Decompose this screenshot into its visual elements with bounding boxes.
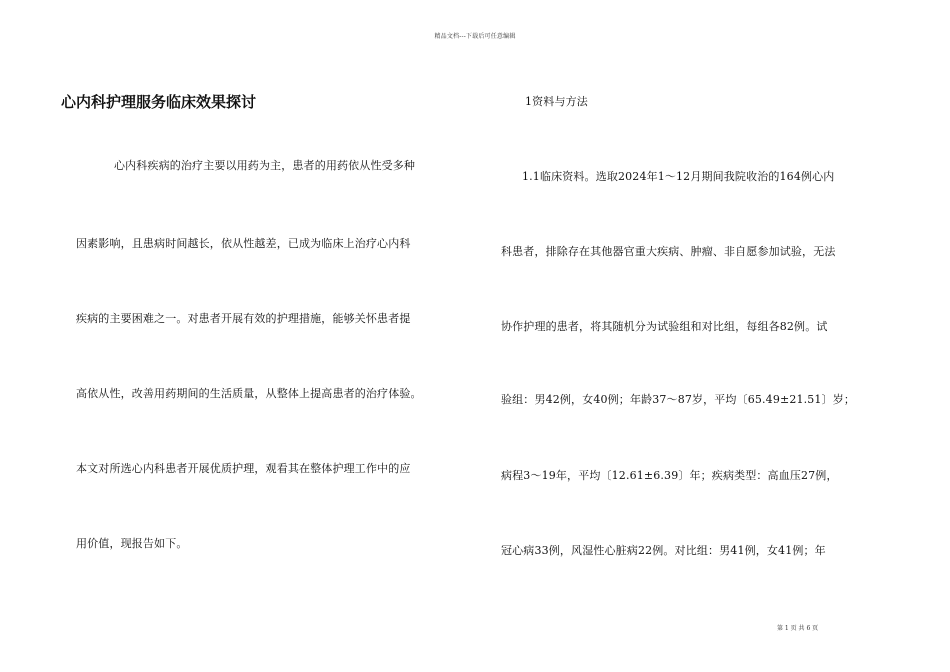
right-paragraph-line: 协作护理的患者，将其随机分为试验组和对比组，每组各82例。试 bbox=[501, 320, 828, 333]
left-paragraph-line: 本文对所选心内科患者开展优质护理，观看其在整体护理工作中的应 bbox=[76, 462, 411, 475]
section-heading: 1资料与方法 bbox=[525, 95, 588, 108]
left-paragraph-line: 高依从性，改善用药期间的生活质量，从整体上提高患者的治疗体验。 bbox=[76, 387, 422, 400]
page-number: 第 1 页 共 6 页 bbox=[777, 625, 819, 632]
left-paragraph-line: 因素影响，且患病时间越长，依从性越差，已成为临床上治疗心内科 bbox=[76, 237, 411, 250]
left-paragraph-line: 疾病的主要困难之一。对患者开展有效的护理措施，能够关怀患者提 bbox=[76, 312, 411, 325]
right-paragraph-line: 冠心病33例，风湿性心脏病22例。对比组：男41例，女41例；年 bbox=[501, 544, 826, 557]
left-paragraph-line: 用价值，现报告如下。 bbox=[76, 537, 188, 550]
left-paragraph-line: 心内科疾病的治疗主要以用药为主，患者的用药依从性受多种 bbox=[114, 159, 416, 172]
right-paragraph-line: 病程3～19年，平均〔12.61±6.39〕年；疾病类型：高血压27例， bbox=[501, 469, 838, 482]
right-paragraph-line: 1.1临床资料。选取2024年1～12月期间我院收治的164例心内 bbox=[522, 170, 835, 183]
page-title: 心内科护理服务临床效果探讨 bbox=[61, 93, 257, 111]
page-header-caption: 精品文档---下载后可任意编辑 bbox=[434, 33, 516, 40]
right-paragraph-line: 科患者，排除存在其他器官重大疾病、肿瘤、非自愿参加试验，无法 bbox=[501, 245, 836, 258]
right-paragraph-line: 验组：男42例，女40例；年龄37～87岁，平均〔65.49±21.51〕岁； bbox=[501, 393, 856, 406]
